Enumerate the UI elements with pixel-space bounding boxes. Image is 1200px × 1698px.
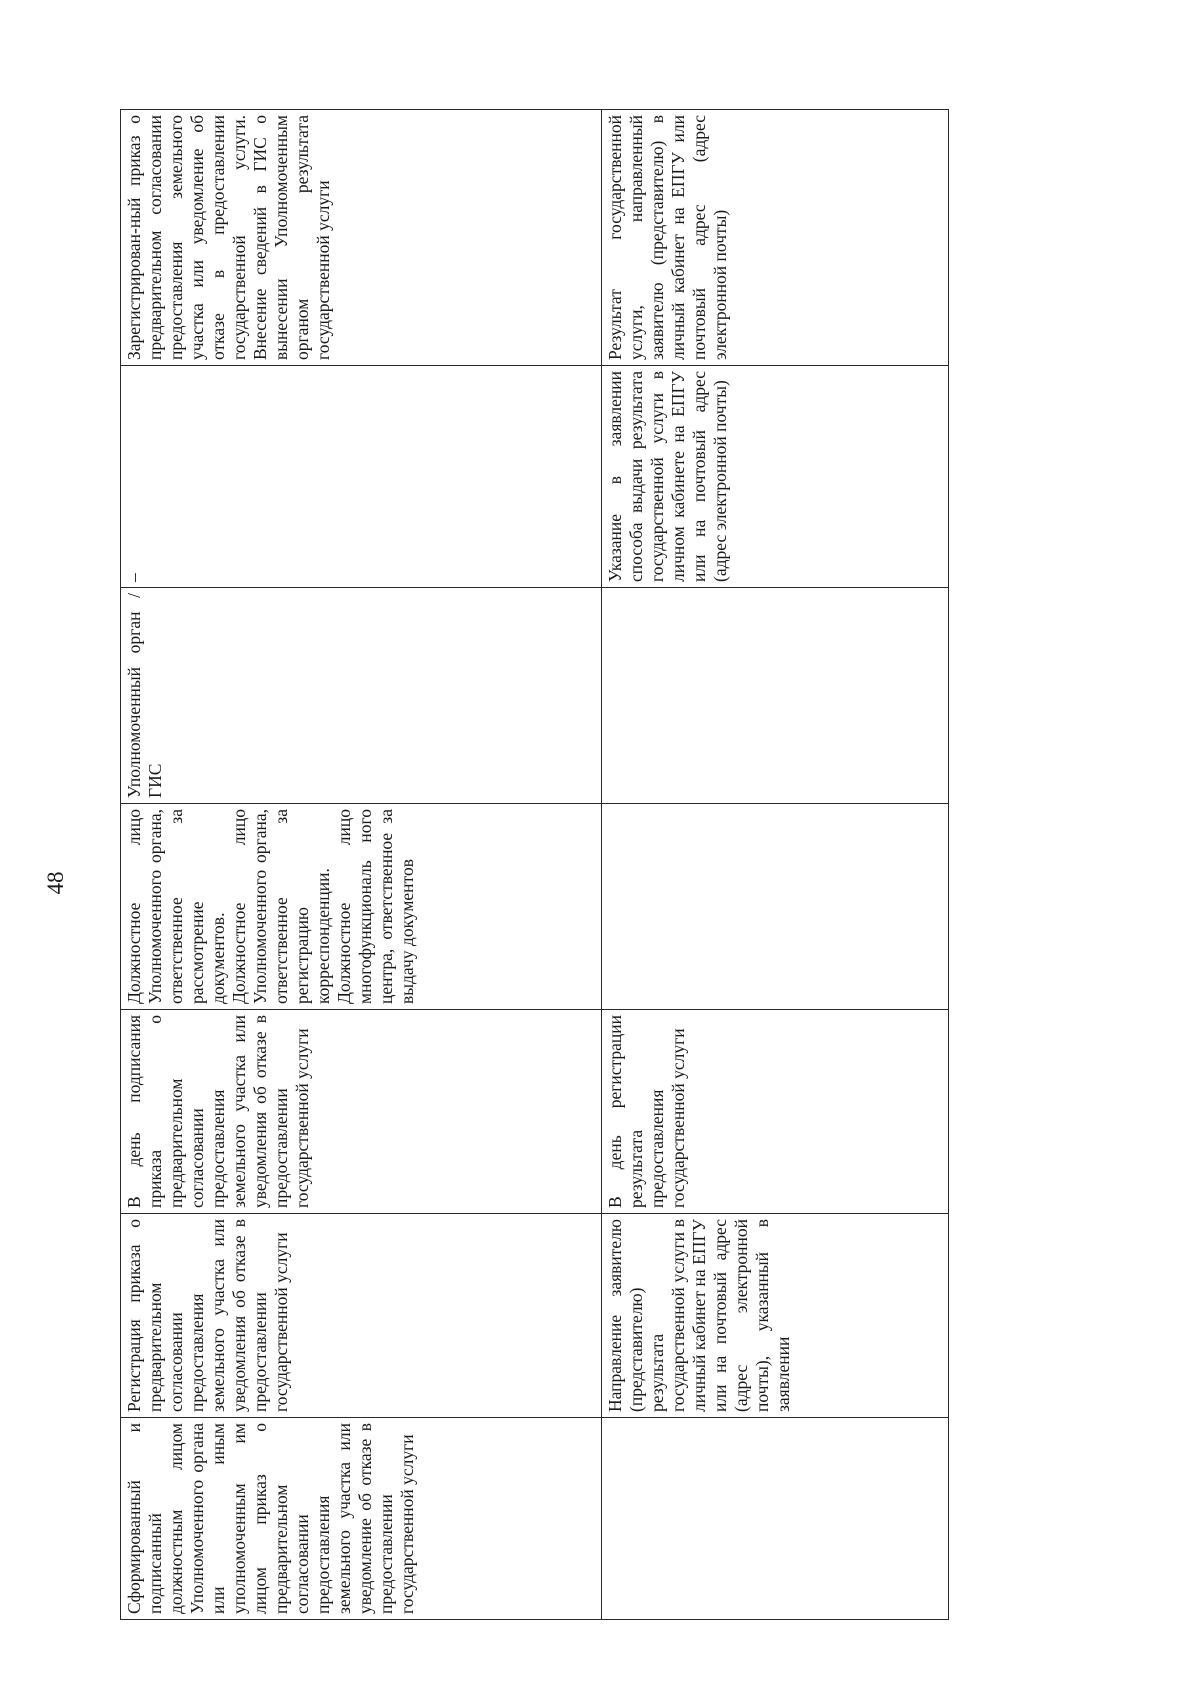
- criteria-cell: –: [121, 366, 602, 588]
- table-row: [121, 110, 602, 1620]
- criteria-cell: Указание в заявлении способа выдачи результата государственной услуги в личном кабинете на ЕПГУ или на почтовый адрес (адрес электронной почты): [602, 366, 949, 588]
- deadline-cell: В день регистрации результата предоставления государственной услуги: [602, 1010, 949, 1214]
- procedure-table: [120, 109, 949, 1620]
- action-cell: Направление заявителю (представителю) результата государственной услуги в личный кабинет на ЕПГУ или на почтовый адрес (адрес электронной почты), указанный в заявлении: [602, 1214, 949, 1418]
- page-number: 48: [43, 871, 68, 895]
- result-cell: Зарегистрирован-ный приказ о предварительном согласовании предоставления земельного участка или уведомление об отказе в предоставлении государственной услуги. Внесение сведений в ГИС о вынесении Уполномоченным органом результата государственной услуги: [121, 110, 602, 366]
- rotated-table-container: [120, 110, 950, 1620]
- table-row: [602, 110, 949, 1620]
- basis-cell: Сформированный и подписанный должностным лицом Уполномоченного органа или иным уполномоченным им лицом приказ о предварительном согласовании предоставления земельного участка или уведомление об отказе в предоставлении государственной услуги: [121, 1418, 602, 1620]
- basis-cell: [602, 1418, 949, 1620]
- deadline-cell: В день подписания приказа о предварительном согласовании предоставления земельного участка или уведомления об отказе в предоставлении государственной услуги: [121, 1010, 602, 1214]
- result-cell: Результат государственной услуги, направленный заявителю (представителю) в личный кабинет на ЕПГУ или почтовый адрес (адрес электронной почты): [602, 110, 949, 366]
- location-cell: [602, 588, 949, 804]
- action-cell: Регистрация приказа о предварительном согласовании предоставления земельного участка или уведомления об отказе в предоставлении государственной услуги: [121, 1214, 602, 1418]
- responsible-cell: [602, 804, 949, 1010]
- responsible-cell: Должностное лицо Уполномоченного органа, ответственное за рассмотрение документов. Должностное лицо Уполномоченного органа, ответственное за регистрацию корреспонденции. Должностное лицо многофункциональ ного центра, ответственное за выдачу документов: [121, 804, 602, 1010]
- location-cell: Уполномоченный орган / ГИС: [121, 588, 602, 804]
